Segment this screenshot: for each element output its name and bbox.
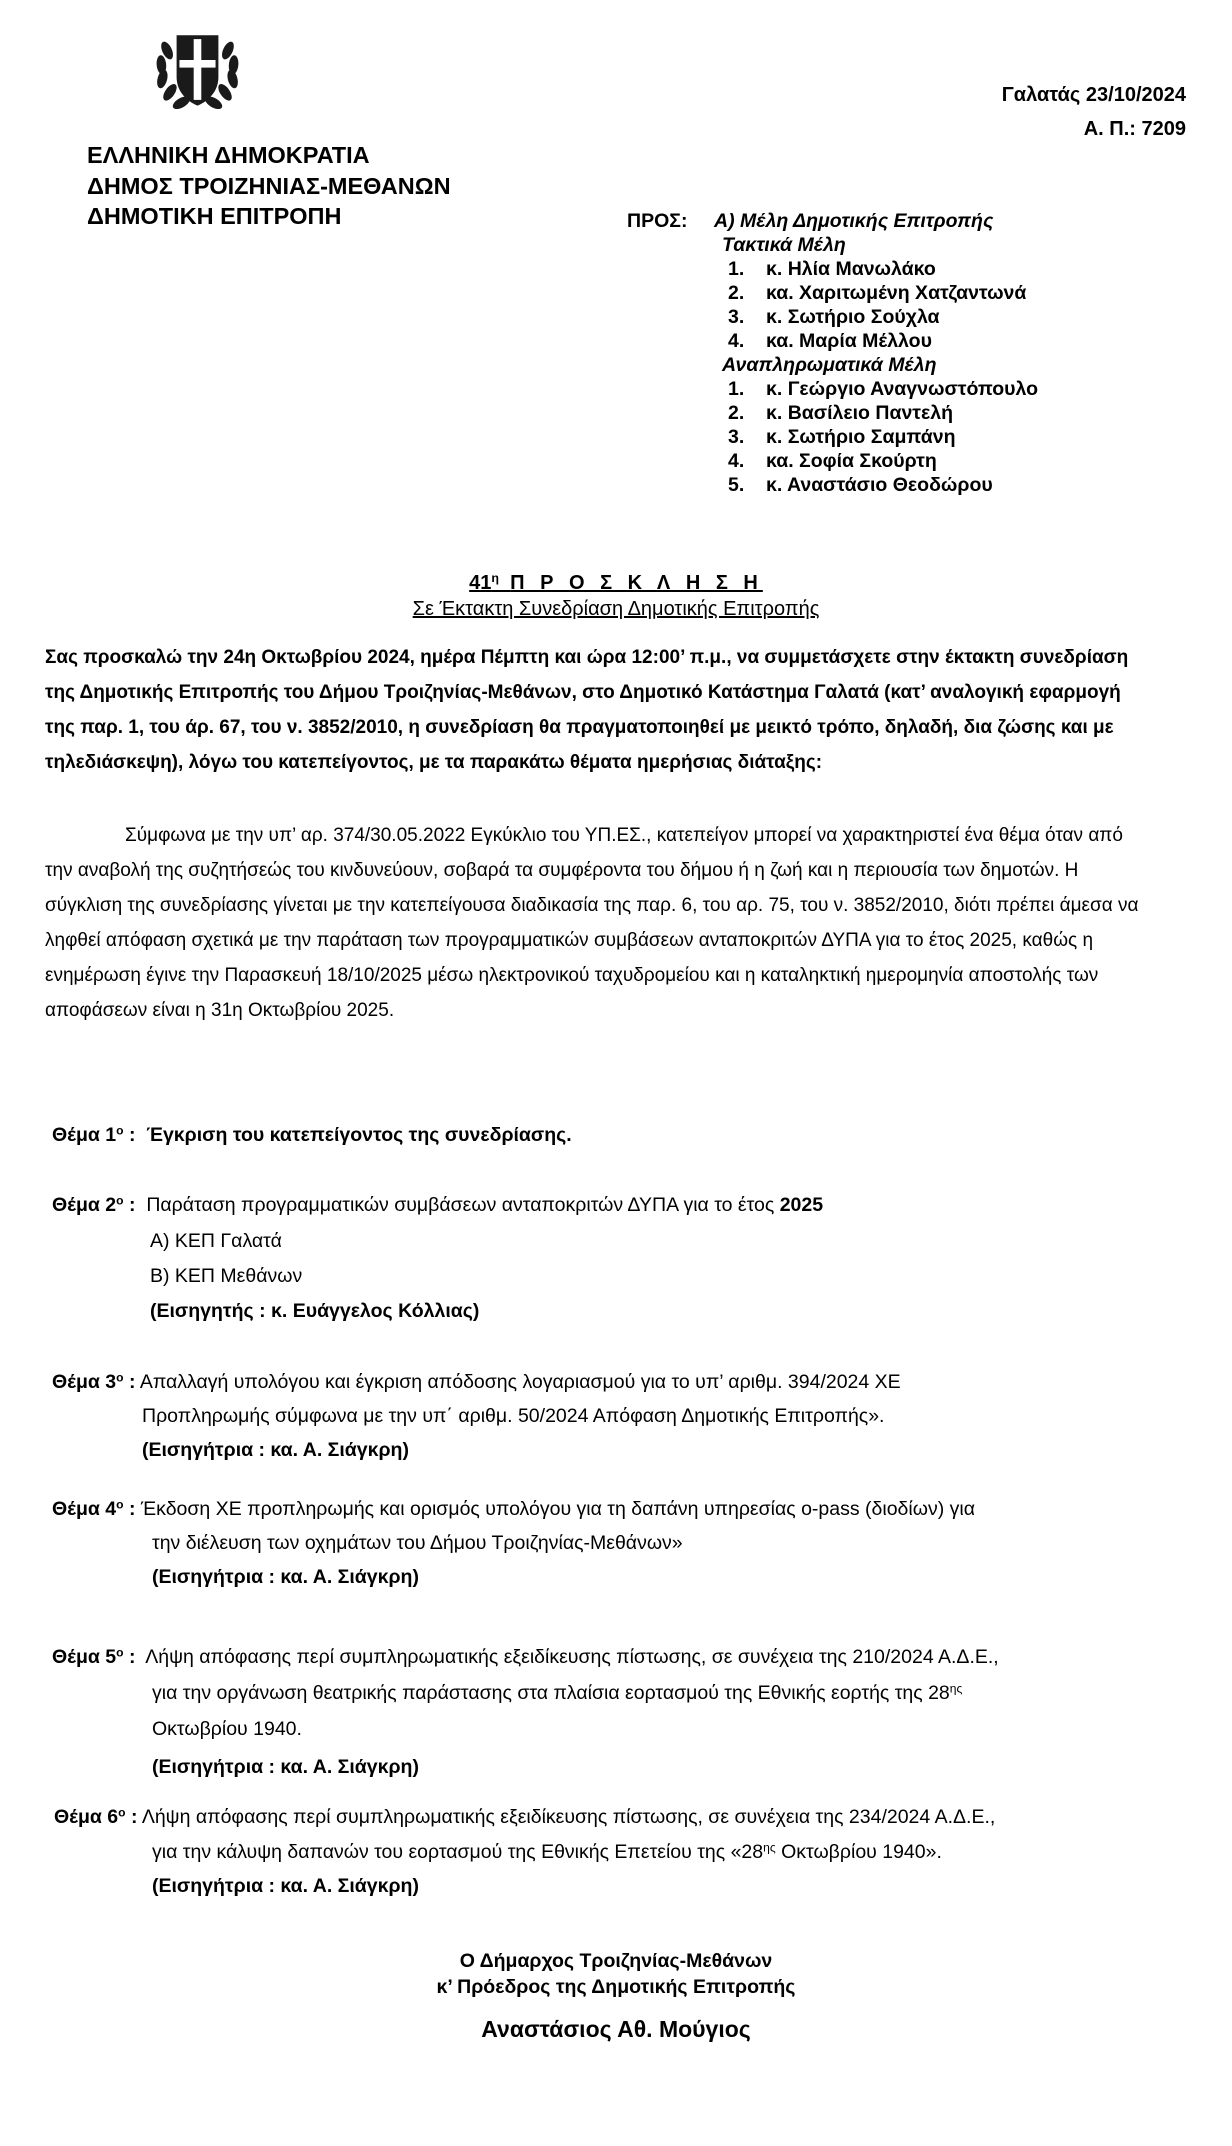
- intro-paragraph: Σας προσκαλώ την 24η Οκτωβρίου 2024, ημέρα Πέμπτη και ώρα 12:00’ π.μ., να συμμετάσχετε στην έκτακτη συνεδρίαση της Δημοτικής Επιτροπής του Δήμου Τροιζηνίας-Μεθάνων, στο Δημοτικό Κατάστημα Γαλατά (κατ’ αναλογική εφαρμογή της παρ. 1, του άρ. 67, του ν. 3852/2010, η συνεδρίαση θα πραγματοποιηθεί με μεικτό τρόπο, δηλαδή, δια ζώσης και με τηλεδιάσκεψη), λόγω του κατεπείγοντος, με τα παρακάτω θέματα ημερήσιας διάταξης:: [45, 647, 1129, 773]
- topic-3-rapporteur: (Εισηγήτρια : κα. Α. Σιάγκρη): [142, 1439, 409, 1461]
- topic-2-rapporteur: (Εισηγητής : κ. Ευάγγελος Κόλλιας): [150, 1300, 480, 1322]
- greek-coat-of-arms-icon: [150, 22, 245, 117]
- list-item: 4. κα. Μαρία Μέλλου: [728, 330, 932, 352]
- topic-label: Θέμα $4^o$ :: [52, 1497, 136, 1520]
- urgency-paragraph: Σύμφωνα με την υπ’ αρ. 374/30.05.2022 Εγκύκλιο του ΥΠ.ΕΣ., κατεπείγον μπορεί να χαρακτηριστεί ένα θέμα όταν από την αναβολή της συζητήσεώς του κινδυνεύουν, σοβαρά τα συμφέροντα του δήμου ή η ζωή και η περιουσία των δημοτών. Η σύγκλιση της συνεδρίασης γίνεται με την κατεπείγουσα διαδικασία της παρ. 6, του αρ. 75, του ν. 3852/2010, διότι πρέπει άμεσα να ληφθεί απόφαση σχετικά με την παράταση των προγραμματικών συμβάσεων ανταποκριτών ΔΥΠΑ για το έτος 2025, καθώς η ενημέρωση έγινε την Παρασκευή 18/10/2025 μέσω ηλεκτρονικού ταχυδρομείου και η καταληκτική ημερομηνία αποστολής των αποφάσεων είναι η 31η Οκτωβρίου 2025.: [45, 825, 1139, 1021]
- topic-text: Παράταση προγραμματικών συμβάσεων ανταποκριτών ΔΥΠΑ για το έτος: [146, 1194, 775, 1216]
- topic-4: [52, 1492, 975, 1527]
- list-item: 2. κ. Βασίλειο Παντελή: [728, 402, 954, 424]
- topic-4-line2: την διέλευση των οχημάτων του Δήμου Τροιζηνίας-Μεθάνων»: [152, 1532, 683, 1554]
- topic-text: Έκδοση ΧΕ προπληρωμής και ορισμός υπολόγου για τη δαπάνη υπηρεσίας o-pass (διοδίων) για: [140, 1498, 975, 1520]
- topic-text: Λήψη απόφασης περί συμπληρωματικής εξειδίκευσης πίστωσης, σε συνέχεια της 210/2024 Α.Δ.Ε.,: [145, 1646, 999, 1668]
- topic-2-sub-b: Β) ΚΕΠ Μεθάνων: [150, 1265, 303, 1287]
- list-item: 2. κα. Χαριτωμένη Χατζαντωνά: [728, 282, 1027, 304]
- topic-text: Έγκριση του κατεπείγοντος της συνεδρίασης.: [146, 1124, 572, 1146]
- recipients-group: Α) Μέλη Δημοτικής Επιτροπής: [714, 210, 994, 232]
- topic-2-sub-a: Α) ΚΕΠ Γαλατά: [150, 1230, 282, 1252]
- topic-6-line2: για την κάλυψη δαπανών του εορτασμού της Εθνικής Επετείου της «$28^{\eta\varsigma}$ Οκτωβρίου 1940».: [152, 1840, 942, 1863]
- org-line-municipality: ΔΗΜΟΣ ΤΡΟΙΖΗΝΙΑΣ-ΜΕΘΑΝΩΝ: [87, 173, 451, 199]
- topic-5-rapporteur: (Εισηγήτρια : κα. Α. Σιάγκρη): [152, 1756, 419, 1778]
- topic-label: Θέμα $3^o$ :: [52, 1370, 136, 1393]
- invitation-subtitle: Σε Έκτακτη Συνεδρίαση Δημοτικής Επιτροπής: [412, 598, 820, 620]
- topic-5-line3: Οκτωβρίου 1940.: [152, 1718, 302, 1740]
- invitation-title: $41^\eta$ Π Ρ Ο Σ Κ Λ Η Σ Η: [469, 571, 763, 594]
- topic-6: [54, 1800, 995, 1835]
- signature-title-line1: Ο Δήμαρχος Τροιζηνίας-Μεθάνων: [459, 1950, 773, 1972]
- topic-2: Θέμα $2^o$ : Παράταση προγραμματικών συμβάσεων ανταποκριτών ΔΥΠΑ για το έτος 2025: [52, 1193, 824, 1216]
- topic-5: [52, 1640, 999, 1675]
- topic-label: Θέμα $1^o$ :: [52, 1123, 136, 1146]
- topic-4-rapporteur: (Εισηγήτρια : κα. Α. Σιάγκρη): [152, 1566, 419, 1588]
- list-item: 1. κ. Γεώργιο Αναγνωστόπουλο: [728, 378, 1039, 400]
- topic-1: [52, 1118, 572, 1153]
- regular-members-heading: Τακτικά Μέλη: [722, 234, 846, 256]
- recipients-label: ΠΡΟΣ:: [627, 210, 688, 232]
- list-item: 5. κ. Αναστάσιο Θεοδώρου: [728, 474, 993, 496]
- signatory-name: Αναστάσιος Αθ. Μούγιος: [481, 2016, 751, 2042]
- topic-3-line2: Προπληρωμής σύμφωνα με την υπ΄ αριθμ. 50/2024 Απόφαση Δημοτικής Επιτροπής».: [142, 1405, 885, 1427]
- topic-text: Απαλλαγή υπολόγου και έγκριση απόδοσης λογαριασμού για το υπ’ αριθμ. 394/2024 ΧΕ: [139, 1371, 901, 1393]
- topic-label: Θέμα $6^o$ :: [54, 1805, 138, 1828]
- list-item: 3. κ. Σωτήριο Σούχλα: [728, 306, 940, 328]
- topic-3: [52, 1365, 901, 1400]
- topic-5-line2: για την οργάνωση θεατρικής παράστασης στα πλαίσια εορτασμού της Εθνικής εορτής της $28^{\eta\varsigma}$: [152, 1681, 963, 1704]
- list-item: 4. κα. Σοφία Σκούρτη: [728, 450, 937, 472]
- list-item: 3. κ. Σωτήριο Σαμπάνη: [728, 426, 956, 448]
- topic-label: Θέμα $5^o$ :: [52, 1645, 136, 1668]
- alternate-members-heading: Αναπληρωματικά Μέλη: [722, 354, 937, 376]
- list-item: 1. κ. Ηλία Μανωλάκο: [728, 258, 936, 280]
- topic-6-rapporteur: (Εισηγήτρια : κα. Α. Σιάγκρη): [152, 1875, 419, 1897]
- org-line-committee: ΔΗΜΟΤΙΚΗ ΕΠΙΤΡΟΠΗ: [87, 203, 342, 229]
- protocol-number: Α. Π.: 7209: [1083, 118, 1186, 140]
- document-date: Γαλατάς 23/10/2024: [1001, 84, 1186, 106]
- topic-text: Λήψη απόφασης περί συμπληρωματικής εξειδίκευσης πίστωσης, σε συνέχεια της 234/2024 Α.Δ.Ε.,: [141, 1806, 996, 1828]
- org-line-republic: ΕΛΛΗΝΙΚΗ ΔΗΜΟΚΡΑΤΙΑ: [87, 142, 370, 168]
- topic-label: Θέμα $2^o$ :: [52, 1193, 136, 1216]
- signature-title-line2: κ’ Πρόεδρος της Δημοτικής Επιτροπής: [436, 1976, 796, 1998]
